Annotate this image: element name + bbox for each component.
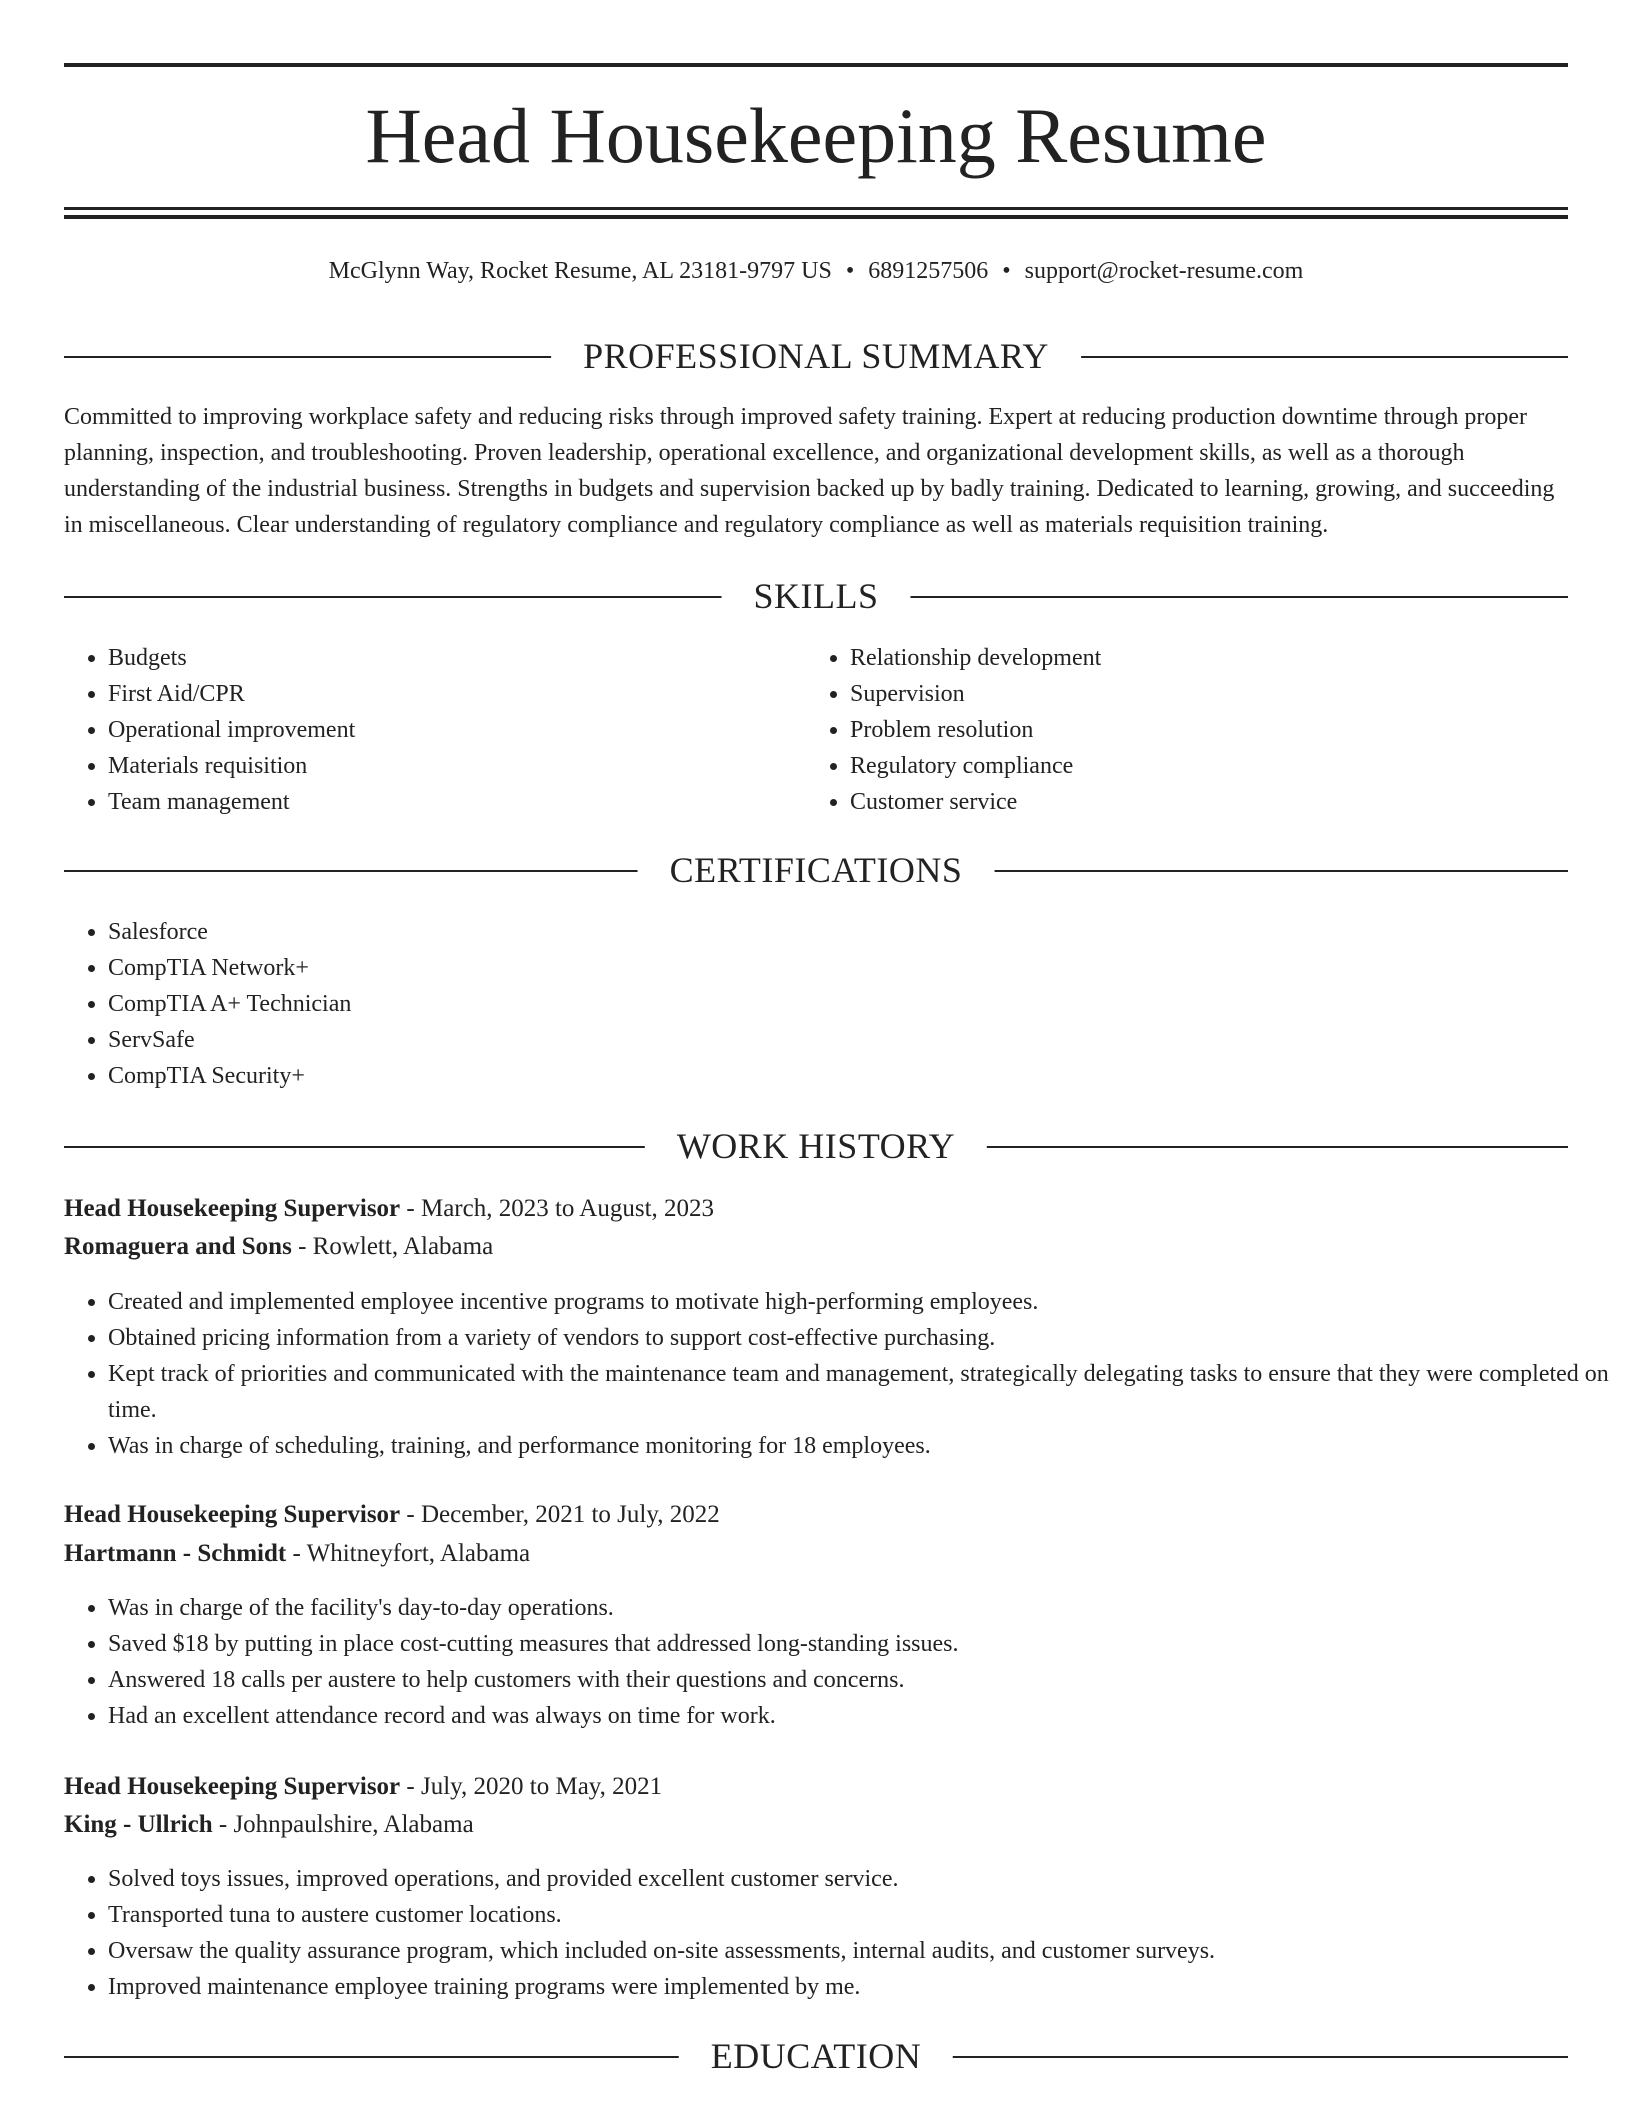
job-separator: -	[291, 1233, 313, 1260]
job-separator: -	[400, 1501, 421, 1528]
job-company-line	[64, 1807, 474, 1843]
skill-item: • Customer service	[850, 784, 1550, 820]
list-item: • Answered 18 calls per austere to help customers with their questions and concerns.	[108, 1662, 1612, 1698]
job-location: Whitneyfort, Alabama	[306, 1540, 531, 1567]
skill-item: • Materials requisition	[108, 748, 808, 784]
section-title: WORK HISTORY	[645, 1124, 987, 1168]
job-separator: -	[400, 1773, 421, 1800]
summary-paragraph: Committed to improving workplace safety and reducing risks through improved safety training. Expert at reducing production downtime through proper planning, inspection, and troubleshooting. Proven leadership, operational excellence, and organizational development skills, as well as a thorough understanding of the industrial business. Strengths in budgets and supervision backed up by badly training. Dedicated to learning, growing, and succeeding in miscellaneous. Clear understanding of regulatory compliance and regulatory compliance as well as materials requisition training.	[64, 404, 1555, 538]
contact-email: support@rocket-resume.com	[1024, 258, 1304, 284]
skill-item: • Supervision	[850, 676, 1550, 712]
title-rule-upper	[64, 207, 1568, 210]
section-header-summary	[64, 334, 1568, 378]
job-location: Johnpaulshire, Alabama	[233, 1811, 474, 1838]
contact-phone: 6891257506	[868, 258, 989, 284]
job-bullets	[64, 1861, 1612, 2005]
job-title: Head Housekeeping Supervisor	[64, 1501, 401, 1528]
certification-item: • ServSafe	[108, 1022, 1508, 1058]
job-bullets	[64, 1590, 1612, 1734]
job-location: Rowlett, Alabama	[312, 1233, 494, 1260]
list-item: • Was in charge of the facility's day-to-day operations.	[108, 1590, 1612, 1626]
job-company-line	[64, 1229, 493, 1265]
skill-item: • Budgets	[108, 640, 808, 676]
skill-item: • Operational improvement	[108, 712, 808, 748]
list-item: • Kept track of priorities and communicated with the maintenance team and management, strategically delegating tasks to ensure that they were completed on time.	[108, 1356, 1612, 1428]
job-title: Head Housekeeping Supervisor	[64, 1195, 401, 1222]
job-separator: -	[286, 1540, 307, 1567]
job-separator: -	[212, 1811, 234, 1838]
skill-item: • Team management	[108, 784, 808, 820]
certification-item: • Salesforce	[108, 914, 1508, 950]
job-dates: December, 2021 to July, 2022	[420, 1501, 720, 1528]
section-title: SKILLS	[721, 574, 910, 618]
contact-address: McGlynn Way, Rocket Resume, AL 23181-9797 US	[328, 258, 832, 284]
title-rule-lower	[64, 215, 1568, 219]
contact-separator: •	[1002, 258, 1011, 284]
list-item: • Transported tuna to austere customer locations.	[108, 1897, 1612, 1933]
certifications-list	[64, 914, 1508, 1094]
skills-list-right	[806, 640, 1550, 820]
section-header-skills	[64, 574, 1568, 618]
job-company: King - Ullrich	[64, 1811, 213, 1838]
list-item: • Oversaw the quality assurance program, which included on-site assessments, internal audits, and customer surveys.	[108, 1933, 1612, 1969]
list-item: • Solved toys issues, improved operations, and provided excellent customer service.	[108, 1861, 1612, 1897]
contact-separator: •	[845, 258, 855, 284]
skill-item: • Problem resolution	[850, 712, 1550, 748]
job-bullets	[64, 1284, 1612, 1464]
list-item: • Obtained pricing information from a variety of vendors to support cost-effective purchasing.	[108, 1320, 1612, 1356]
job-title: Head Housekeeping Supervisor	[64, 1773, 401, 1800]
section-header-certifications	[64, 848, 1568, 892]
section-title: PROFESSIONAL SUMMARY	[551, 334, 1081, 378]
job-company-line	[64, 1536, 530, 1572]
list-item: • Created and implemented employee incentive programs to motivate high-performing employees.	[108, 1284, 1612, 1320]
skill-item: • Relationship development	[850, 640, 1550, 676]
certification-item: • CompTIA A+ Technician	[108, 986, 1508, 1022]
contact-line	[0, 254, 1632, 288]
job-dates: March, 2023 to August, 2023	[420, 1195, 715, 1222]
list-item: • Had an excellent attendance record and was always on time for work.	[108, 1698, 1612, 1734]
job-title-line	[64, 1191, 714, 1227]
list-item: • Saved $18 by putting in place cost-cutting measures that addressed long-standing issues.	[108, 1626, 1612, 1662]
section-header-work	[64, 1124, 1568, 1168]
skills-list-left	[64, 640, 808, 820]
job-separator: -	[400, 1195, 421, 1222]
list-item: • Improved maintenance employee training programs were implemented by me.	[108, 1969, 1612, 2005]
section-title: CERTIFICATIONS	[638, 848, 995, 892]
job-company: Romaguera and Sons	[64, 1233, 292, 1260]
skill-item: • First Aid/CPR	[108, 676, 808, 712]
job-title-line	[64, 1769, 662, 1805]
section-header-education	[64, 2034, 1568, 2078]
job-company: Hartmann - Schmidt	[64, 1540, 287, 1567]
page-title: Head Housekeeping Resume	[365, 92, 1267, 179]
list-item: • Was in charge of scheduling, training, and performance monitoring for 18 employees.	[108, 1428, 1612, 1464]
skill-item: • Regulatory compliance	[850, 748, 1550, 784]
job-dates: July, 2020 to May, 2021	[420, 1773, 663, 1800]
section-title: EDUCATION	[679, 2034, 953, 2078]
top-rule	[64, 63, 1568, 67]
certification-item: • CompTIA Security+	[108, 1058, 1508, 1094]
certification-item: • CompTIA Network+	[108, 950, 1508, 986]
job-title-line	[64, 1497, 720, 1533]
